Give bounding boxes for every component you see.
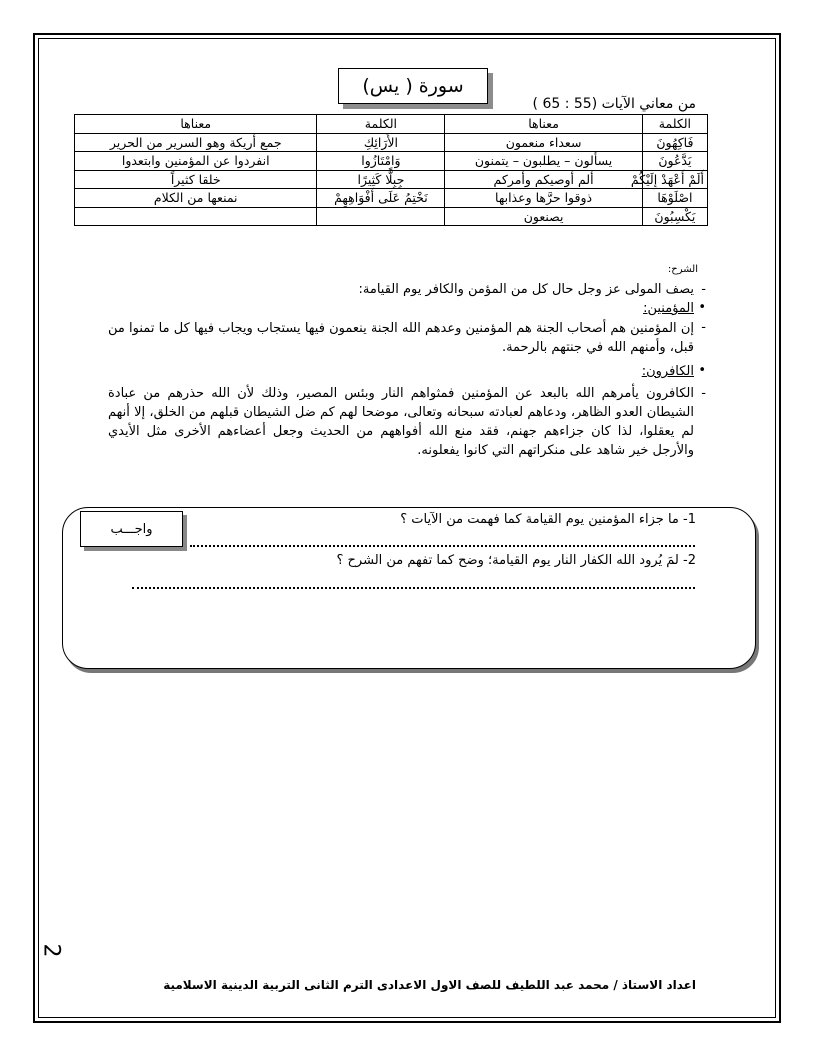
bullet-dash: - xyxy=(701,320,706,335)
table-cell: يَكْسِبُونَ xyxy=(642,207,707,226)
table-cell: فَاكِهُونَ xyxy=(642,133,707,152)
disbelievers-heading: الكافرون: xyxy=(641,364,694,379)
table-row xyxy=(75,152,708,171)
header-word: الكلمة xyxy=(642,115,707,134)
table-cell: نَخْتِمُ عَلَى أَفْوَاهِهِمْ xyxy=(317,189,445,208)
believers-heading: المؤمنين: xyxy=(643,301,694,316)
page-number: 2 xyxy=(38,943,64,958)
table-cell: سعداء منعمون xyxy=(445,133,642,152)
table-row xyxy=(75,189,708,208)
table-cell: نمنعها من الكلام xyxy=(75,189,317,208)
table-cell: يَدَّعُونَ xyxy=(642,152,707,171)
table-row xyxy=(75,170,708,189)
verses-subtitle: من معاني الآيات (55 : 65 ) xyxy=(532,96,696,112)
vocabulary-table xyxy=(74,114,708,226)
homework-tag: واجـــب xyxy=(80,511,183,547)
table-cell: جمع أريكة وهو السرير من الحرير xyxy=(75,133,317,152)
table-row xyxy=(75,133,708,152)
question-2: 2- لمَ يُرود الله الكفار النار يوم القيامة؛ وضح كما تفهم من الشرح ؟ xyxy=(336,553,696,568)
table-cell: الأَرَائِكِ xyxy=(317,133,445,152)
bullet-dot: • xyxy=(698,363,706,378)
bullet-dash: - xyxy=(701,282,706,297)
bullet-dash: - xyxy=(701,386,706,401)
table-cell: أَلَمْ أَعْهَدْ إِلَيْكُمْ xyxy=(642,170,707,189)
table-cell: ذوقوا حرَّها وعذابها xyxy=(445,189,642,208)
surah-title: سورة ( يس) xyxy=(338,68,488,104)
believers-paragraph: إن المؤمنين هم أصحاب الجنة هم المؤمنين وعدهم الله الجنة ينعمون فيها يستجاب ويجاب فيها كل ما تمنوا من قبل، وأمنهم الله في جنتهم بالرحمة. xyxy=(108,321,694,355)
table-cell: وَامْتَازُوا xyxy=(317,152,445,171)
table-header-row xyxy=(75,115,708,134)
table-row xyxy=(75,207,708,226)
bullet-dot: • xyxy=(698,300,706,315)
disbelievers-paragraph: الكافرون يأمرهم الله بالبعد عن المؤمنين فمثواهم النار وبئس المصير، وذلك لأن الله حذرهم من عبادة الشيطان العدو الظاهر، ودعاهم لعبادته سبحانه وتعالى، موضحا لهم كم ضل الشيطان قبلهم من الخلق، إلا أنهم لم يعقلوا، لذا كان جزاءهم جهنم، فقد منع الله أفواههم من الحديث وجعل أعضاءهم الأخرى مثل الأيدي والأرجل خير شاهد على منكراتهم التي كانوا يفعلونه. xyxy=(108,386,694,458)
table-cell: يسألون – يطلبون – يتمنون xyxy=(445,152,642,171)
table-cell: يصنعون xyxy=(445,207,642,226)
table-cell: انفردوا عن المؤمنين وابتعدوا xyxy=(75,152,317,171)
header-word: الكلمة xyxy=(317,115,445,134)
answer-line-2[interactable] xyxy=(132,587,695,589)
footer-credit: اعداد الاستاذ / محمد عبد اللطيف للصف الاول الاعدادى الترم الثانى التربية الدينية الاسلامية xyxy=(163,978,696,992)
question-1: 1- ما جزاء المؤمنين يوم القيامة كما فهمت من الآيات ؟ xyxy=(400,512,696,527)
answer-line-1[interactable] xyxy=(190,545,695,547)
table-cell: اصْلَوْهَا xyxy=(642,189,707,208)
table-cell: جِبِلًّا كَثِيرًا xyxy=(317,170,445,189)
table-cell xyxy=(317,207,445,226)
table-cell: خلقا كثيراً xyxy=(75,170,317,189)
explanation-intro: يصف المولى عز وجل حال كل من المؤمن والكافر يوم القيامة: xyxy=(358,282,694,297)
explanation-label: الشرح: xyxy=(667,264,698,275)
header-meaning: معناها xyxy=(75,115,317,134)
header-meaning: معناها xyxy=(445,115,642,134)
table-cell: ألم أوصيكم وأمركم xyxy=(445,170,642,189)
table-cell xyxy=(75,207,317,226)
